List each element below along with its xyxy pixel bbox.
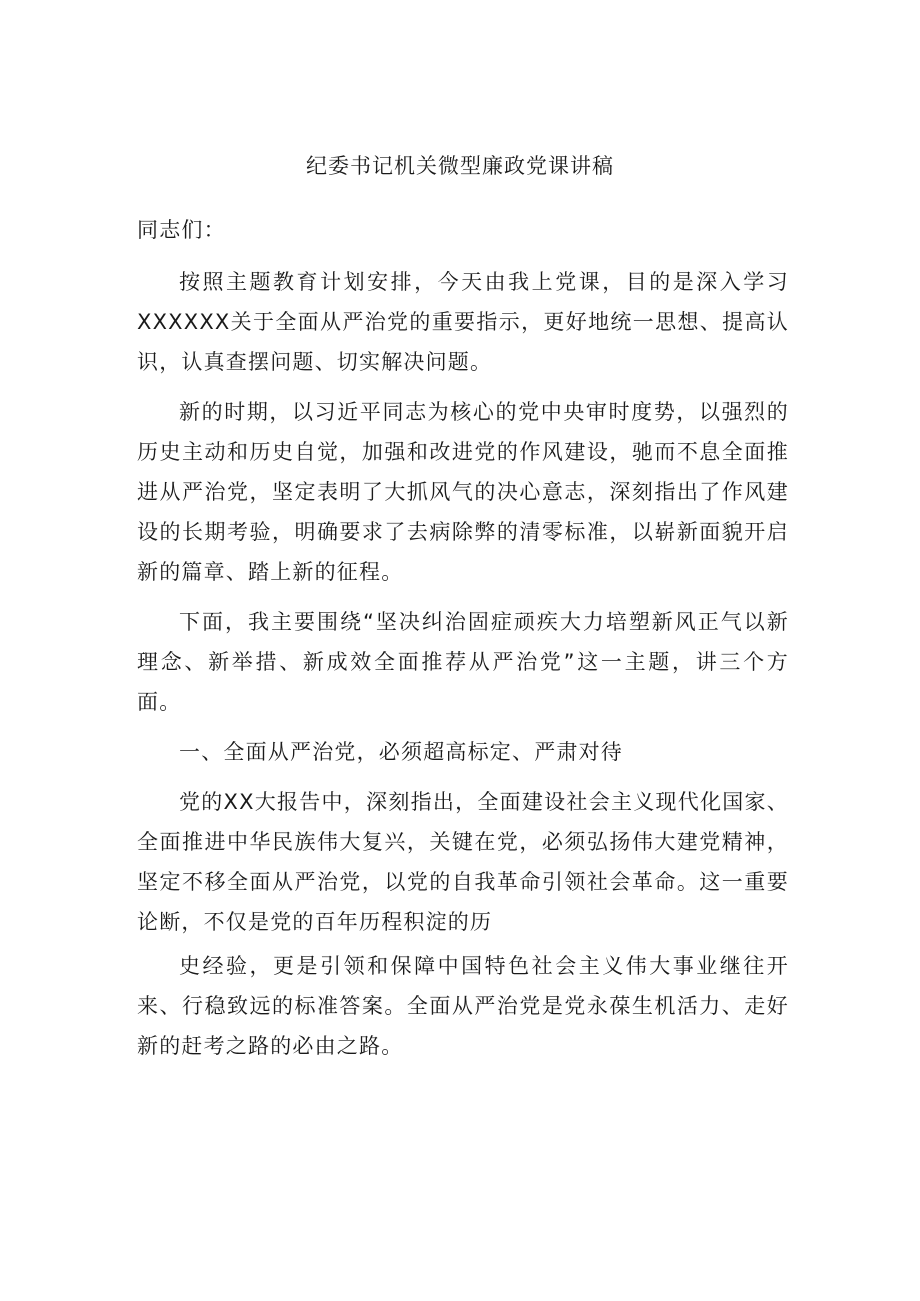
paragraph-theme: 下面，我主要围绕“坚决纠治固症顽疾大力培塑新风正气以新理念、新举措、新成效全面推荐从严治党”这一主题，讲三个方面。 xyxy=(137,610,789,714)
paragraph-background: 新的时期，以习近平同志为核心的党中央审时度势，以强烈的历史主动和历史自觉，加强和改进党的作风建设，驰而不息全面推进从严治党，坚定表明了大抓风气的决心意志，深刻指出了作风建设的长期考验，明确要求了去病除弊的清零标准，以崭新面貌开启新的篇章、踏上新的征程。 xyxy=(137,400,789,584)
paragraph-history: 史经验，更是引领和保障中国特色社会主义伟大事业继往开来、行稳致远的标准答案。全面从严治党是党永葆生机活力、走好新的赶考之路的必由之路。 xyxy=(137,954,789,1058)
paragraph-intro: 按照主题教育计划安排，今天由我上党课，目的是深入学习XXXXXX关于全面从严治党的重要指示，更好地统一思想、提高认识，认真查摆问题、切实解决问题。 xyxy=(137,270,789,374)
section-heading-1: 一、全面从严治党，必须超高标定、严肃对待 xyxy=(179,740,623,764)
document-body xyxy=(137,210,789,1076)
paragraph-report: 党的XX大报告中，深刻指出，全面建设社会主义现代化国家、全面推进中华民族伟大复兴，关键在党，必须弘扬伟大建党精神，坚定不移全面从严治党，以党的自我革命引领社会革命。这一重要论断，不仅是党的百年历程积淀的历 xyxy=(137,790,789,934)
salutation: 同志们： xyxy=(137,218,226,242)
document-title: 纪委书记机关微型廉政党课讲稿 xyxy=(306,154,614,178)
